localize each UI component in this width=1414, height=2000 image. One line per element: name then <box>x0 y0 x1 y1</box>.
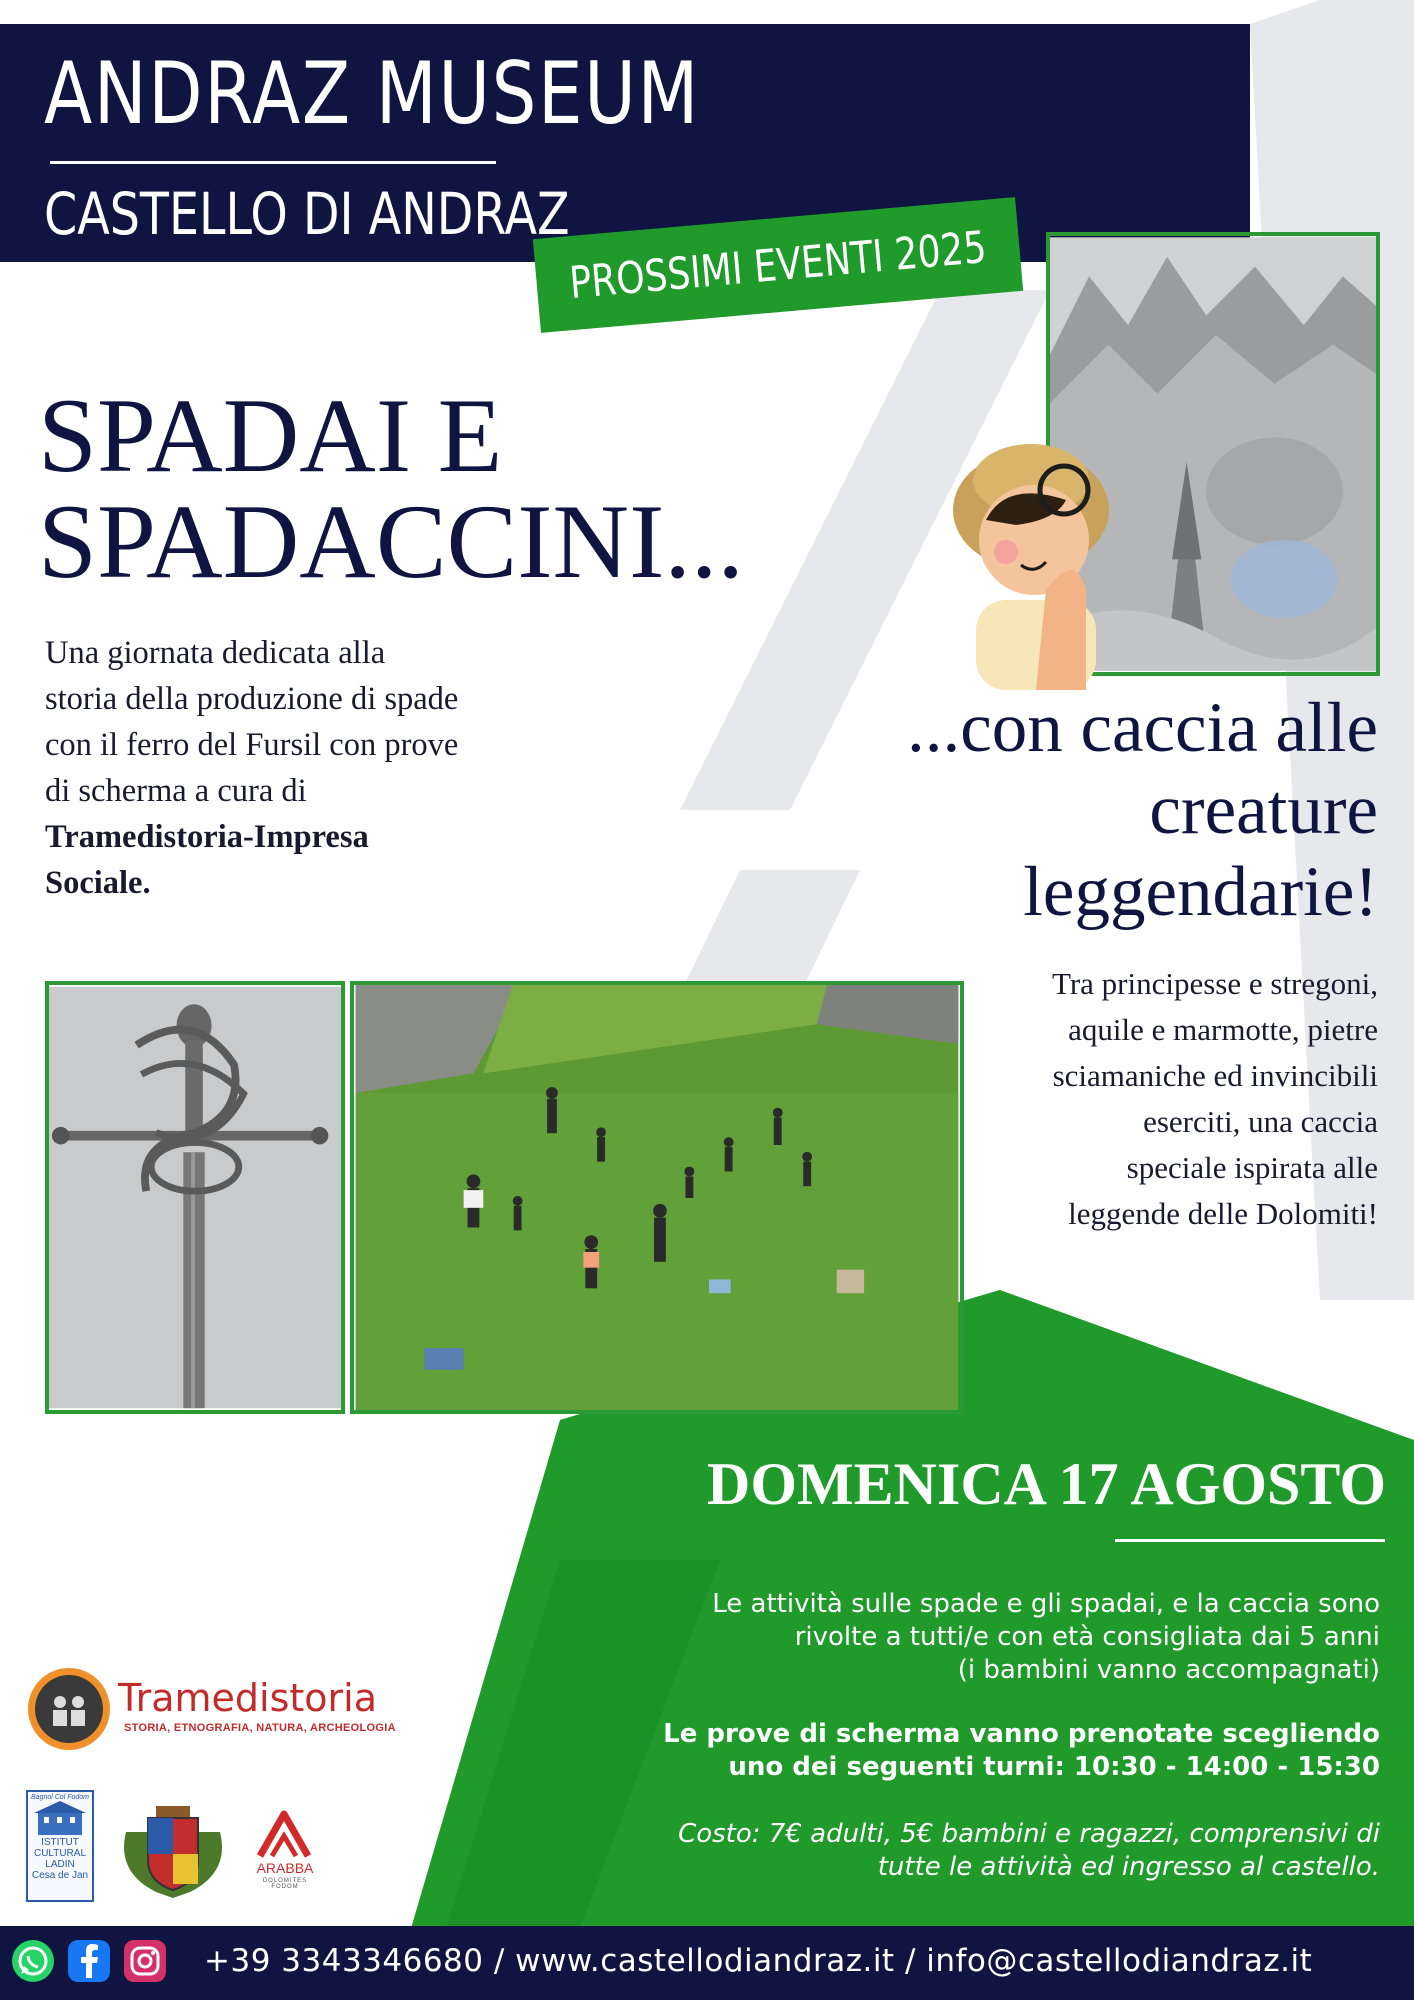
coat-of-arms-icon <box>116 1802 230 1898</box>
booking-line-2: uno dei seguenti turni: 10:30 - 14:00 - 15:30 <box>728 1752 1380 1782</box>
ladin-line-4: Cesa de Jan <box>31 1870 89 1881</box>
event-date: DOMENICA 17 AGOSTO <box>706 1451 1386 1517</box>
main-title-line1: SPADAI E <box>38 377 503 494</box>
facebook-icon[interactable] <box>68 1940 110 1982</box>
main-title-line2: SPADACCINI... <box>38 483 744 600</box>
arabba-name: ARABBA <box>256 1860 314 1876</box>
intro-organization: Tramedistoria-Impresa Sociale. <box>45 819 369 901</box>
arabba-logo-icon <box>254 1810 314 1858</box>
header-divider <box>50 161 496 164</box>
date-divider <box>1115 1539 1385 1542</box>
tramedistoria-wordmark: Tramedistoria <box>118 1676 378 1720</box>
museum-title: ANDRAZ MUSEUM <box>44 44 700 144</box>
booking-info <box>580 1718 1380 1784</box>
cost-info <box>580 1818 1380 1884</box>
hunt-description: Tra principesse e stregoni, aquile e marmotte, pietre sciamaniche ed invincibili eserciti, una caccia speciale ispirata alle leggende delle Dolomiti! <box>1051 966 1378 1231</box>
hunt-title-line2: creature <box>1149 771 1378 849</box>
tramedistoria-tagline: STORIA, ETNOGRAFIA, NATURA, ARCHEOLOGIA <box>124 1722 396 1734</box>
cost-line-1: Costo: 7€ adulti, 5€ bambini e ragazzi, comprensivi di <box>678 1819 1380 1849</box>
tramedistoria-logo-icon <box>26 1666 112 1752</box>
ladin-top-label: Bagnol Col Fodom <box>31 1794 89 1801</box>
booking-line-1: Le prove di scherma vanno prenotate scegliendo <box>663 1719 1380 1749</box>
info-line-3: (i bambini vanno accompagnati) <box>957 1655 1380 1685</box>
arabba-sub-line2: FODOM <box>271 1884 299 1890</box>
field-image <box>354 985 960 1410</box>
cost-line-2: tutte le attività ed ingresso al castello. <box>877 1852 1380 1882</box>
hunt-title-line1: ...con caccia alle <box>906 689 1378 767</box>
info-line-1: Le attività sulle spade e gli spadai, e la caccia sono <box>712 1589 1380 1619</box>
sword-image <box>49 985 341 1410</box>
ladin-institute-logo <box>26 1790 94 1902</box>
contact-info[interactable]: +39 3343346680 / www.castellodiandraz.it / info@castellodiandraz.it <box>204 1943 1313 1979</box>
arabba-sub <box>240 1878 330 1890</box>
ladin-text <box>28 1837 92 1881</box>
intro-text: Una giornata dedicata alla storia della produzione di spade con il ferro del Fursil con prove di scherma a cura di <box>45 635 459 809</box>
info-line-2: rivolte a tutti/e con età consigliata dai 5 anni <box>794 1622 1380 1652</box>
instagram-glyph <box>124 1940 166 1982</box>
fencing-field-photo <box>350 981 964 1414</box>
main-title <box>38 377 744 600</box>
whatsapp-icon[interactable] <box>12 1940 54 1982</box>
hunt-title-line3: leggendarie! <box>1023 853 1378 931</box>
event-info <box>580 1588 1380 1687</box>
arabba-sub-line1: DOLOMITES <box>262 1878 308 1884</box>
instagram-icon[interactable] <box>124 1940 166 1982</box>
ladin-building-icon <box>28 1801 92 1835</box>
hunt-title <box>778 687 1378 933</box>
castle-subtitle: CASTELLO DI ANDRAZ <box>44 180 570 248</box>
ladin-line-2: CULTURAL <box>33 1848 87 1859</box>
whatsapp-glyph <box>12 1940 54 1982</box>
ladin-line-3: LADIN <box>45 1859 75 1870</box>
ladin-line-1: ISTITUT <box>41 1837 79 1848</box>
sword-photo <box>45 981 345 1414</box>
intro-paragraph <box>45 630 465 906</box>
events-badge-label: PROSSIMI EVENTI 2025 <box>567 221 989 309</box>
explorer-kid-icon <box>946 440 1126 690</box>
facebook-glyph <box>68 1940 110 1982</box>
